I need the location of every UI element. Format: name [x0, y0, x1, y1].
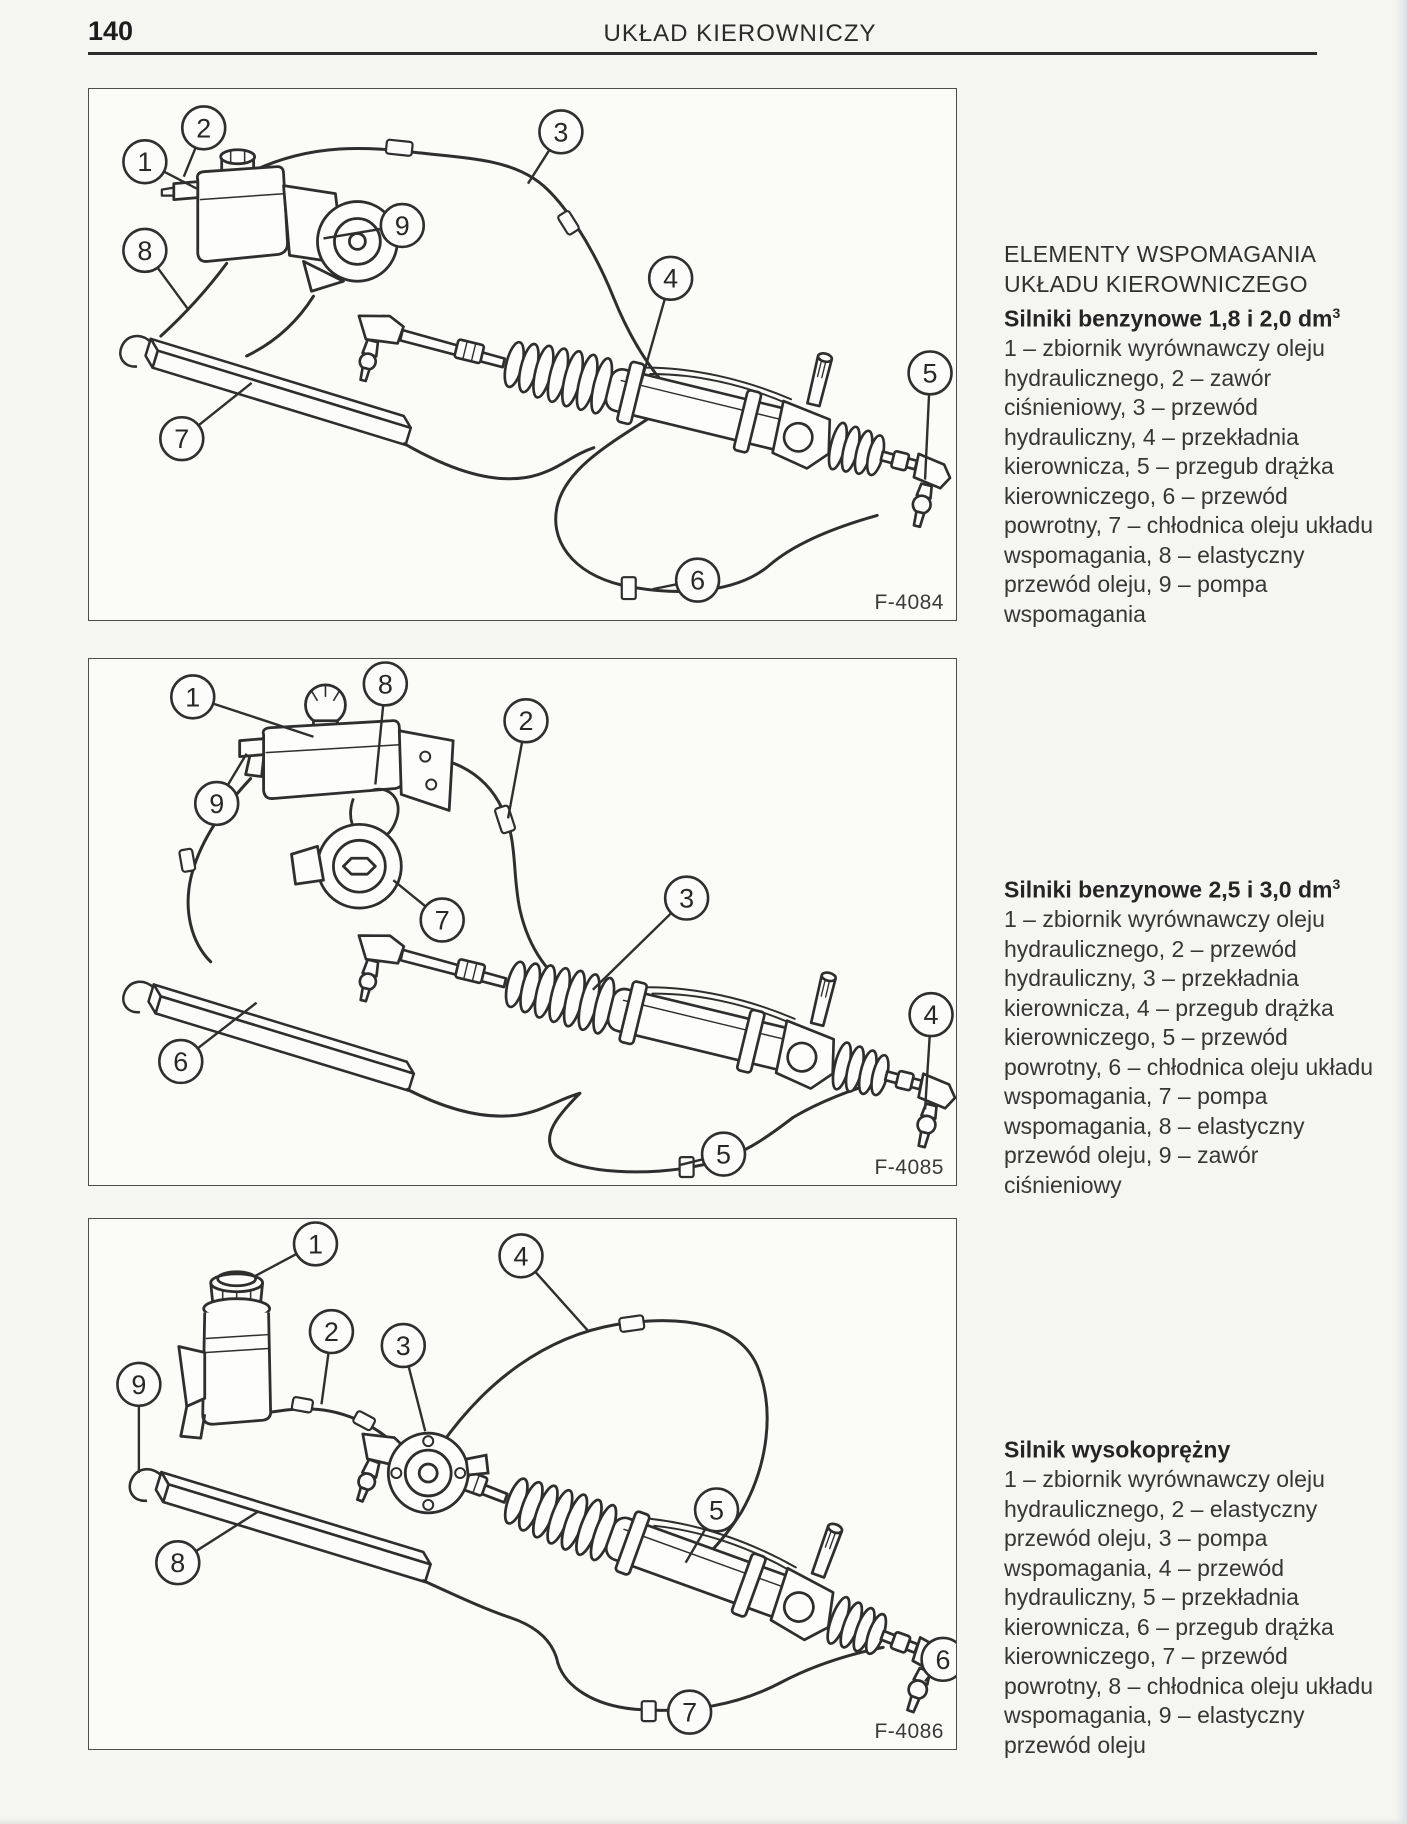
callout-number: 9: [209, 788, 225, 819]
callout-number: 1: [137, 147, 153, 178]
pump: [388, 1433, 488, 1513]
callout-number: 8: [170, 1548, 186, 1579]
section-petrol-18-20: [1004, 240, 1376, 629]
callout-leader-line: [158, 268, 189, 311]
hose-bracket: [642, 1701, 656, 1721]
hose-clamp: [179, 848, 196, 872]
callout-6: [922, 1638, 956, 1681]
diagram-petrol-18-20: [89, 89, 956, 620]
flexible-oil-hose: [161, 263, 227, 336]
callout-number: 1: [185, 682, 201, 713]
cooler-outlet-hose: [404, 444, 594, 479]
figure-box-f4086: [88, 1218, 957, 1750]
callout-9: [117, 1363, 160, 1473]
callout-7: [160, 383, 251, 460]
page-title: UKŁAD KIEROWNICZY: [603, 20, 877, 47]
callout-number: 1: [307, 1229, 323, 1260]
callout-8: [156, 1512, 257, 1584]
figure-label: F-4084: [874, 591, 944, 614]
callout-number: 2: [323, 1317, 339, 1348]
callout-number: 7: [434, 905, 450, 936]
callout-leader-line: [393, 880, 425, 906]
legend-text: 1 – zbiornik wyrównawczy oleju hydraulicznego, 2 – przewód hydrauliczny, 3 – przekładnia kierownicza, 4 – przegub drążka kierowniczego, 5 – przewód powrotny, 6 – chłodnica oleju układu wspomagania, 7 – pompa wspomagania, 8 – elastyczny przewód oleju, 9 – zawór ciśnieniowy: [1004, 906, 1374, 1198]
oil-cooler: [120, 977, 417, 1095]
section-heading-line: UKŁADU KIEROWNICZEGO: [1004, 270, 1308, 297]
callout-2: [182, 106, 225, 176]
hose-coupling: [494, 805, 515, 834]
figure-box-f4085: [88, 658, 957, 1186]
callout-number: 6: [690, 565, 706, 596]
callout-leader-line: [593, 913, 671, 990]
callout-number: 7: [174, 424, 190, 455]
callout-number: 2: [196, 113, 212, 144]
callout-number: 7: [682, 1697, 698, 1728]
callout-number: 3: [553, 117, 569, 148]
callout-leader-line: [409, 1366, 426, 1431]
callout-3: [593, 877, 708, 990]
scan-edge: [0, 1818, 1407, 1824]
callout-2: [505, 699, 548, 818]
callout-number: 4: [663, 263, 679, 294]
callout-number: 5: [716, 1139, 732, 1170]
callout-number: 6: [935, 1644, 951, 1675]
reservoir-and-pump: [240, 685, 454, 908]
callout-leader-line: [228, 754, 247, 785]
callout-number: 5: [922, 358, 938, 389]
header-rule: [88, 52, 1317, 55]
callout-leader-line: [528, 150, 549, 184]
callout-number: 3: [395, 1331, 411, 1361]
callout-leader-line: [321, 1353, 328, 1405]
callout-number: 5: [709, 1495, 725, 1526]
callout-9: [195, 754, 246, 825]
callout-8: [123, 229, 188, 310]
callout-7: [393, 880, 463, 941]
return-hose: [558, 1647, 883, 1710]
section-diesel: [1004, 1430, 1376, 1760]
cooler-outlet-hose: [423, 1581, 558, 1664]
page-number: 140: [88, 16, 134, 46]
reservoir-and-pump: [162, 150, 397, 291]
scan-edge: [1395, 0, 1407, 1824]
section-heading-line: ELEMENTY WSPOMAGANIA: [1004, 241, 1317, 267]
callout-2: [310, 1310, 353, 1404]
callout-number: 8: [137, 235, 153, 266]
figure-label: F-4085: [874, 1156, 944, 1179]
callout-number: 4: [513, 1241, 529, 1272]
callout-7: [668, 1691, 711, 1734]
section-subheading: Silnik wysokoprężny: [1004, 1436, 1231, 1463]
diagram-petrol-25-30: [89, 659, 956, 1185]
legend-text: 1 – zbiornik wyrównawczy oleju hydraulicznego, 2 – elastyczny przewód oleju, 3 – pompa wspomagania, 4 – przewód hydrauliczny, 5 – przekładnia kierownicza, 6 – przegub drążka kierowniczego, 7 – przewód powrotny, 8 – chłodnica oleju układu wspomagania, 9 – elastyczny przewód oleju: [1004, 1466, 1374, 1758]
hose-bracket: [622, 577, 636, 599]
hose-clamp: [352, 1410, 376, 1431]
callout-leader-line: [184, 148, 196, 177]
callout-4: [500, 1234, 588, 1330]
figure-label: F-4086: [874, 1720, 944, 1743]
callout-6: [653, 559, 719, 602]
callout-number: 8: [377, 669, 393, 700]
figure-box-f4084: [88, 88, 957, 621]
callout-3: [528, 110, 582, 183]
callout-leader-line: [653, 584, 677, 589]
callout-1: [254, 1222, 337, 1276]
callout-number: 4: [923, 1000, 939, 1031]
section-subheading: Silniki benzynowe 2,5 i 3,0 $dm^3$: [1004, 876, 1341, 903]
pump-return-hose: [247, 296, 314, 356]
callout-number: 9: [394, 210, 410, 241]
hose-clamp: [291, 1397, 313, 1413]
steering-rack: [337, 1363, 956, 1719]
legend-text: 1 – zbiornik wyrównawczy oleju hydraulicznego, 2 – zawór ciśnieniowy, 3 – przewód hydrauliczny, 4 – przekładnia kierownicza, 5 – przegub drążka kierowniczego, 6 – przewód powrotny, 7 – chłodnica oleju układu wspomagania, 8 – elastyczny przewód oleju, 9 – pompa wspomagania: [1004, 335, 1374, 627]
callout-3: [382, 1324, 425, 1431]
superscript: 3: [1332, 876, 1341, 892]
superscript: 3: [1332, 305, 1341, 321]
callout-leader-line: [254, 1254, 297, 1277]
section-petrol-25-30: [1004, 870, 1376, 1200]
reservoir: [179, 1272, 271, 1438]
hose-coupling: [386, 139, 413, 156]
steering-rack: [342, 244, 956, 531]
callout-number: 3: [679, 883, 695, 914]
hose-bracket: [680, 1157, 694, 1177]
callout-leader-line: [508, 742, 522, 819]
callout-number: 6: [173, 1046, 189, 1077]
cooler-outlet-hose: [407, 1089, 580, 1116]
diagram-diesel: [89, 1219, 956, 1749]
hose-bracket: [619, 1315, 645, 1332]
callout-number: 2: [518, 706, 534, 737]
hose-clamp: [557, 210, 580, 235]
callout-leader-line: [535, 1272, 588, 1331]
callout-number: 9: [131, 1369, 147, 1400]
section-subheading: Silniki benzynowe 1,8 i 2,0 $dm^3$: [1004, 305, 1341, 332]
